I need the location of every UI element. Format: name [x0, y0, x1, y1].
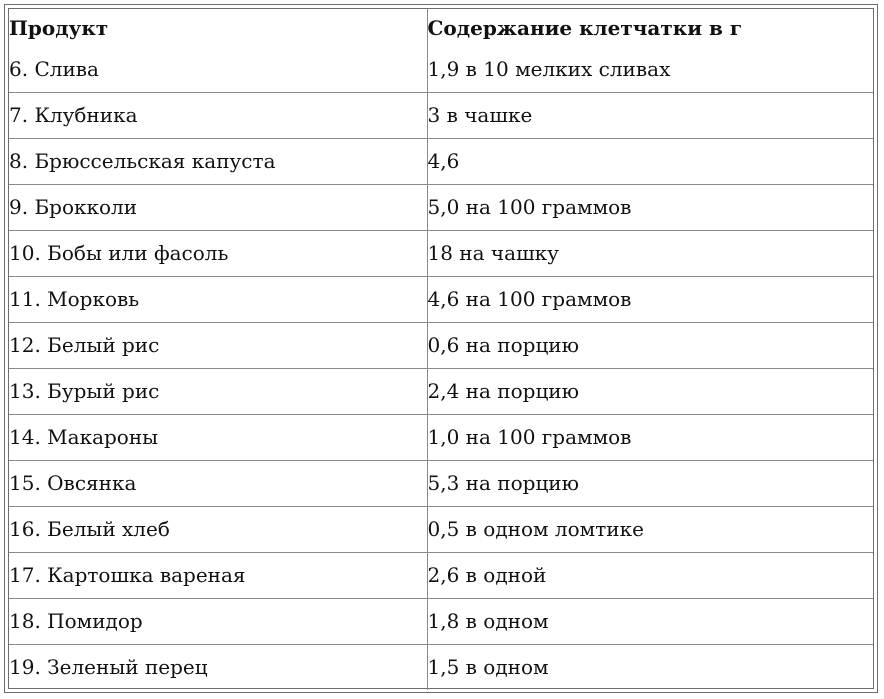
- product-cell: 10. Бобы или фасоль: [9, 230, 427, 276]
- fiber-cell: 4,6 на 100 граммов: [427, 276, 873, 322]
- table-row: [9, 46, 873, 92]
- product-cell: 6. Слива: [9, 46, 427, 92]
- table-row: [9, 506, 873, 552]
- table-row: [9, 598, 873, 644]
- product-cell: 13. Бурый рис: [9, 368, 427, 414]
- product-cell: 7. Клубника: [9, 92, 427, 138]
- table-row: [9, 368, 873, 414]
- fiber-cell: 5,3 на порцию: [427, 460, 873, 506]
- product-cell: 15. Овсянка: [9, 460, 427, 506]
- table-row: [9, 184, 873, 230]
- fiber-cell: 2,6 в одной: [427, 552, 873, 598]
- header-fiber-content: Содержание клетчатки в г: [427, 15, 743, 40]
- product-cell: 11. Морковь: [9, 276, 427, 322]
- fiber-cell: 4,6: [427, 138, 873, 184]
- fiber-cell: 1,8 в одном: [427, 598, 873, 644]
- product-cell: 9. Брокколи: [9, 184, 427, 230]
- table-row: [9, 230, 873, 276]
- product-cell: 8. Брюссельская капуста: [9, 138, 427, 184]
- table-outer-frame: [4, 4, 878, 693]
- fiber-cell: 5,0 на 100 граммов: [427, 184, 873, 230]
- fiber-cell: 0,6 на порцию: [427, 322, 873, 368]
- table-row: [9, 276, 873, 322]
- product-cell: 19. Зеленый перец: [9, 644, 427, 690]
- table-row: [9, 92, 873, 138]
- table-row: [9, 644, 873, 690]
- product-cell: 14. Макароны: [9, 414, 427, 460]
- header-product: Продукт: [9, 9, 427, 46]
- product-cell: 18. Помидор: [9, 598, 427, 644]
- table-row: [9, 414, 873, 460]
- table-header-row: [9, 9, 873, 46]
- fiber-content-table: [9, 9, 873, 690]
- fiber-cell: 1,0 на 100 граммов: [427, 414, 873, 460]
- fiber-cell: 0,5 в одном ломтике: [427, 506, 873, 552]
- table-row: [9, 138, 873, 184]
- fiber-cell: 2,4 на порцию: [427, 368, 873, 414]
- table-row: [9, 322, 873, 368]
- product-cell: 16. Белый хлеб: [9, 506, 427, 552]
- table-inner-frame: [8, 8, 874, 689]
- fiber-cell: 1,5 в одном: [427, 655, 549, 680]
- fiber-cell: 18 на чашку: [427, 230, 873, 276]
- table-row: [9, 552, 873, 598]
- product-cell: 17. Картошка вареная: [9, 552, 427, 598]
- fiber-cell: 3 в чашке: [427, 92, 873, 138]
- product-cell: 12. Белый рис: [9, 322, 427, 368]
- table-row: [9, 460, 873, 506]
- fiber-cell: 1,9 в 10 мелких сливах: [427, 46, 873, 92]
